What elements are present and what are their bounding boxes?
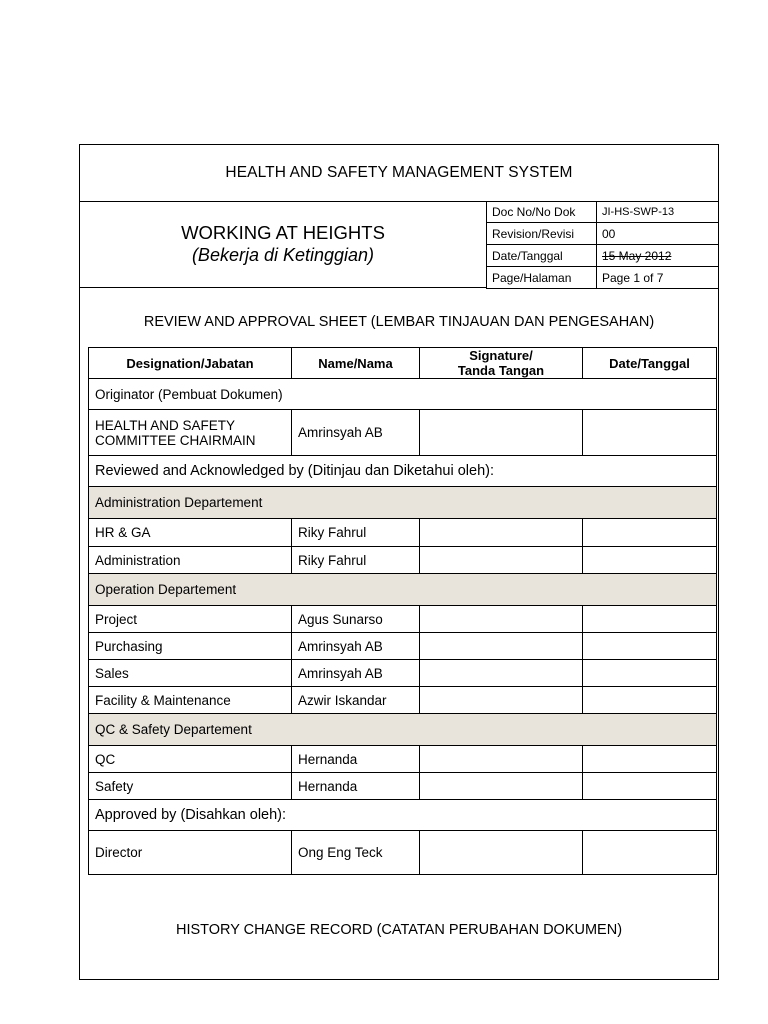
date-cell (583, 831, 717, 875)
originator-section-row (89, 379, 717, 410)
signature-cell (420, 831, 583, 875)
originator-section-label: Originator (Pembuat Dokumen) (89, 379, 717, 410)
history-change-record-heading: HISTORY CHANGE RECORD (CATATAN PERUBAHAN DOKUMEN) (175, 922, 623, 938)
designation-cell: Director (89, 831, 292, 875)
table-row (89, 606, 717, 633)
administration-section-label: Administration Departement (89, 487, 717, 519)
table-row (89, 547, 717, 574)
document-title: WORKING AT HEIGHTS (181, 222, 385, 243)
chairman-designation-line2: COMMITTEE CHAIRMAIN (95, 432, 256, 448)
document-page (79, 144, 719, 980)
revision-label: Revision/Revisi (487, 223, 597, 245)
date-column-header: Date/Tanggal (583, 348, 717, 379)
signature-cell (420, 410, 583, 456)
designation-cell: Purchasing (89, 633, 292, 660)
signature-cell (420, 606, 583, 633)
approved-section-label: Approved by (Disahkan oleh): (89, 800, 717, 831)
operation-section-row (89, 574, 717, 606)
designation-cell: Sales (89, 660, 292, 687)
table-row (89, 687, 717, 714)
signature-header-line1: Signature/ (469, 348, 533, 363)
designation-cell: QC (89, 746, 292, 773)
table-row (89, 519, 717, 547)
signature-cell (420, 519, 583, 547)
administration-section-row (89, 487, 717, 519)
signature-cell (420, 660, 583, 687)
signature-cell (420, 633, 583, 660)
date-cell (583, 606, 717, 633)
designation-cell: Safety (89, 773, 292, 800)
table-row (89, 773, 717, 800)
date-cell (583, 773, 717, 800)
table-row (89, 660, 717, 687)
table-header-row (89, 348, 717, 379)
table-row (89, 831, 717, 875)
reviewed-section-row (89, 456, 717, 487)
date-label: Date/Tanggal (487, 245, 597, 267)
operation-section-label: Operation Departement (89, 574, 717, 606)
name-cell: Amrinsyah AB (292, 660, 420, 687)
page-row (487, 267, 719, 289)
approval-table (88, 347, 717, 875)
revision-row (487, 223, 719, 245)
table-row (89, 633, 717, 660)
date-cell (583, 519, 717, 547)
signature-column-header (420, 348, 583, 379)
name-cell: Riky Fahrul (292, 519, 420, 547)
doc-number-row (487, 201, 719, 223)
designation-cell: Administration (89, 547, 292, 574)
name-cell: Hernanda (292, 746, 420, 773)
doc-number-label: Doc No/No Dok (487, 201, 597, 223)
qc-safety-section-label: QC & Safety Departement (89, 714, 717, 746)
reviewed-section-label: Reviewed and Acknowledged by (Ditinjau dan Diketahui oleh): (89, 456, 717, 487)
designation-column-header: Designation/Jabatan (89, 348, 292, 379)
date-cell (583, 547, 717, 574)
system-title: HEALTH AND SAFETY MANAGEMENT SYSTEM (80, 145, 718, 202)
date-value: 15 May 2012 (597, 245, 719, 267)
designation-cell: HR & GA (89, 519, 292, 547)
document-info-table (486, 201, 719, 289)
document-subtitle: (Bekerja di Ketinggian) (191, 245, 375, 265)
signature-cell (420, 773, 583, 800)
name-column-header: Name/Nama (292, 348, 420, 379)
signature-cell (420, 687, 583, 714)
page-value: Page 1 of 7 (597, 267, 719, 289)
designation-cell: Facility & Maintenance (89, 687, 292, 714)
date-cell (583, 660, 717, 687)
revision-value: 00 (597, 223, 719, 245)
name-cell: Agus Sunarso (292, 606, 420, 633)
date-cell (583, 746, 717, 773)
page-label: Page/Halaman (487, 267, 597, 289)
name-cell: Amrinsyah AB (292, 410, 420, 456)
date-cell (583, 410, 717, 456)
designation-cell: Project (89, 606, 292, 633)
table-row (89, 410, 717, 456)
designation-cell (89, 410, 292, 456)
name-cell: Azwir Iskandar (292, 687, 420, 714)
name-cell: Ong Eng Teck (292, 831, 420, 875)
approved-section-row (89, 800, 717, 831)
date-cell (583, 687, 717, 714)
date-cell (583, 633, 717, 660)
name-cell: Amrinsyah AB (292, 633, 420, 660)
signature-cell (420, 746, 583, 773)
signature-header-line2: Tanda Tangan (457, 363, 545, 378)
table-row (89, 746, 717, 773)
qc-safety-section-row (89, 714, 717, 746)
review-approval-heading: REVIEW AND APPROVAL SHEET (LEMBAR TINJAUAN DAN PENGESAHAN) (143, 314, 655, 330)
title-block (80, 201, 486, 288)
name-cell: Hernanda (292, 773, 420, 800)
signature-cell (420, 547, 583, 574)
date-row (487, 245, 719, 267)
chairman-designation-line1: HEALTH AND SAFETY (95, 417, 236, 433)
doc-number-value: JI-HS-SWP-13 (597, 201, 719, 223)
name-cell: Riky Fahrul (292, 547, 420, 574)
